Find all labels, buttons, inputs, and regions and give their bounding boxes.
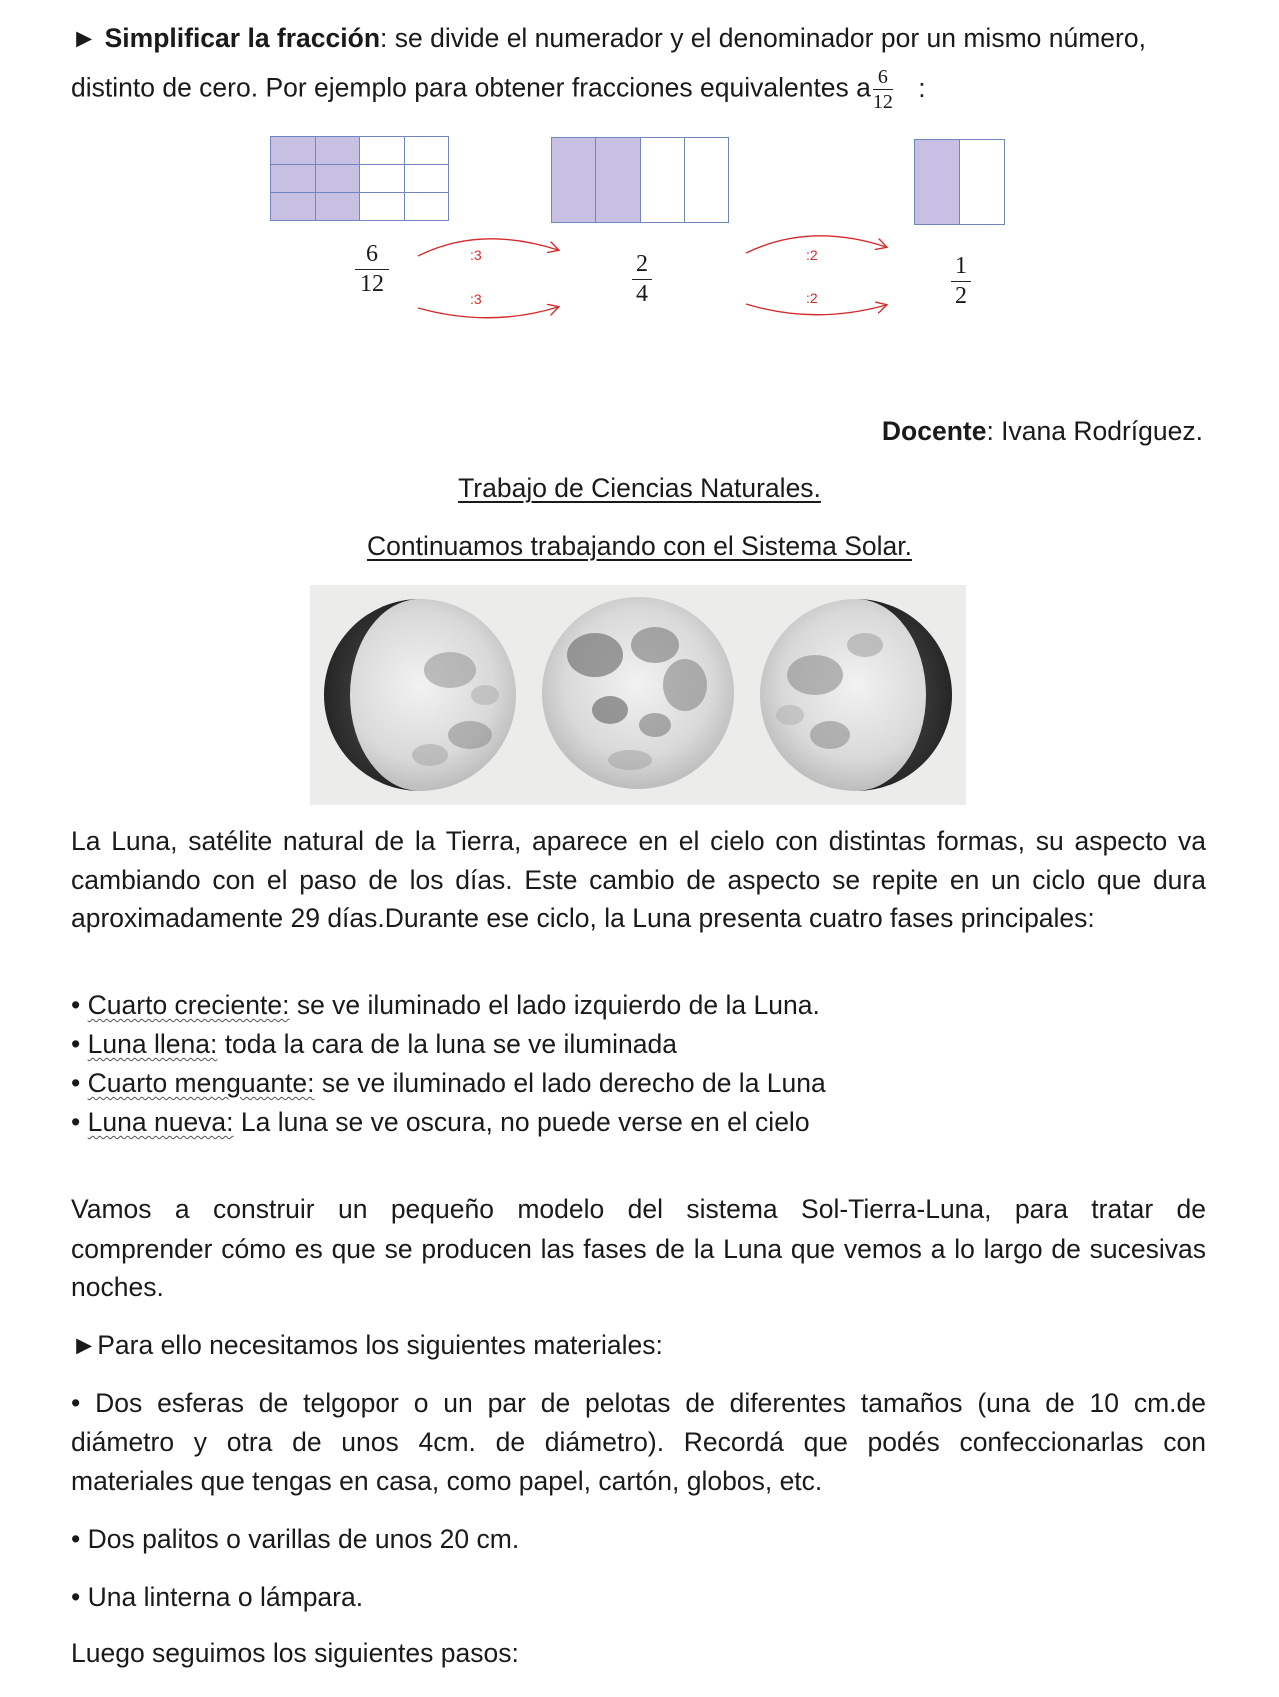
phase-item bbox=[71, 1026, 1206, 1063]
material-item-line: • Una linterna o lámpara. bbox=[71, 1582, 364, 1612]
moon-full-icon bbox=[542, 597, 734, 789]
model-line: comprender cómo es que se producen las fases de la Luna que vemos a lo largo de sucesivas bbox=[71, 1234, 1206, 1264]
phase-term: Cuarto creciente: bbox=[87, 990, 290, 1020]
materials-intro bbox=[71, 1327, 1206, 1364]
inline-fraction-denominator: 12 bbox=[872, 91, 893, 113]
material-item-line: • Dos esferas de telgopor o un par de pelotas de diferentes tamaños (una de 10 cm.de bbox=[71, 1388, 1206, 1418]
divisor-label: :3 bbox=[470, 291, 482, 307]
fraction-numerator: 6 bbox=[366, 241, 378, 267]
phase-term: Luna llena: bbox=[87, 1029, 218, 1059]
moon-phases-image bbox=[310, 585, 966, 805]
bullet-arrow-icon: ► bbox=[71, 1330, 98, 1360]
divisor-label: :2 bbox=[806, 247, 818, 263]
teacher-line bbox=[882, 413, 1203, 450]
fraction-numerator: 2 bbox=[636, 251, 648, 277]
materials-intro-text: Para ello necesitamos los siguientes materiales: bbox=[97, 1330, 663, 1360]
inline-fraction-numerator: 6 bbox=[877, 66, 888, 88]
phase-term: Cuarto menguante: bbox=[87, 1068, 315, 1098]
fraction-denominator: 2 bbox=[955, 283, 967, 309]
phase-desc: se ve iluminado el lado izquierdo de la Luna. bbox=[289, 990, 820, 1020]
phase-item bbox=[71, 1065, 1206, 1102]
simplify-term: Simplificar la fracción bbox=[104, 23, 381, 53]
moon-right-icon bbox=[760, 599, 952, 791]
intro-line: La Luna, satélite natural de la Tierra, aparece en el cielo con distintas formas, su aspecto va bbox=[71, 826, 1206, 856]
phase-desc: toda la cara de la luna se ve iluminada bbox=[217, 1029, 677, 1059]
bullet-dot: • bbox=[71, 1107, 81, 1137]
bullet-arrow-icon: ► bbox=[71, 23, 98, 53]
simplify-line2-colon: : bbox=[918, 72, 926, 103]
arrow-top-1 bbox=[418, 239, 558, 256]
arrow-bottom-1 bbox=[418, 307, 558, 318]
simplify-line2-text: distinto de cero. Por ejemplo para obtener fracciones equivalentes a bbox=[71, 72, 871, 103]
phase-desc: se ve iluminado el lado derecho de la Luna bbox=[314, 1068, 826, 1098]
teacher-label: Docente bbox=[881, 416, 987, 446]
section-subtitle: Continuamos trabajando con el Sistema Solar. bbox=[366, 531, 913, 561]
model-line: noches. bbox=[71, 1272, 164, 1302]
phase-item bbox=[71, 987, 1206, 1024]
bullet-dot: • bbox=[71, 1068, 81, 1098]
phase-item bbox=[71, 1104, 1206, 1141]
phase-term: Luna nueva: bbox=[87, 1107, 234, 1137]
steps-intro: Luego seguimos los siguientes pasos: bbox=[71, 1638, 519, 1668]
material-item-line: • Dos palitos o varillas de unos 20 cm. bbox=[71, 1524, 520, 1554]
divisor-label: :2 bbox=[806, 290, 818, 306]
section-title: Trabajo de Ciencias Naturales. bbox=[458, 473, 821, 503]
moon-left-icon bbox=[324, 599, 516, 791]
intro-line: aproximadamente 29 días.Durante ese ciclo, la Luna presenta cuatro fases principales: bbox=[71, 903, 1095, 933]
fraction-numerator: 1 bbox=[955, 253, 967, 279]
intro-line: cambiando con el paso de los días. Este cambio de aspecto se repite en un ciclo que dura bbox=[71, 865, 1206, 895]
fraction-denominator: 12 bbox=[360, 271, 384, 297]
bullet-dot: • bbox=[71, 990, 81, 1020]
bullet-dot: • bbox=[71, 1029, 81, 1059]
model-line: Vamos a construir un pequeño modelo del sistema Sol-Tierra-Luna, para tratar de bbox=[71, 1194, 1206, 1224]
teacher-name: : Ivana Rodríguez. bbox=[986, 416, 1203, 446]
section-title-wrap bbox=[0, 470, 1279, 507]
divisor-label: :3 bbox=[470, 247, 482, 263]
material-item-line: diámetro y otra de unos 4cm. de diámetro). Recordá que podés confeccionarlas con bbox=[71, 1427, 1206, 1457]
phase-desc: La luna se ve oscura, no puede verse en el cielo bbox=[233, 1107, 810, 1137]
material-item-line: materiales que tengas en casa, como papel, cartón, globos, etc. bbox=[71, 1466, 823, 1496]
fraction-denominator: 4 bbox=[636, 281, 648, 307]
simplify-line1-text: : se divide el numerador y el denominador por un mismo número, bbox=[380, 23, 1146, 53]
section-subtitle-wrap bbox=[0, 528, 1279, 565]
division-arrows bbox=[0, 0, 1279, 340]
